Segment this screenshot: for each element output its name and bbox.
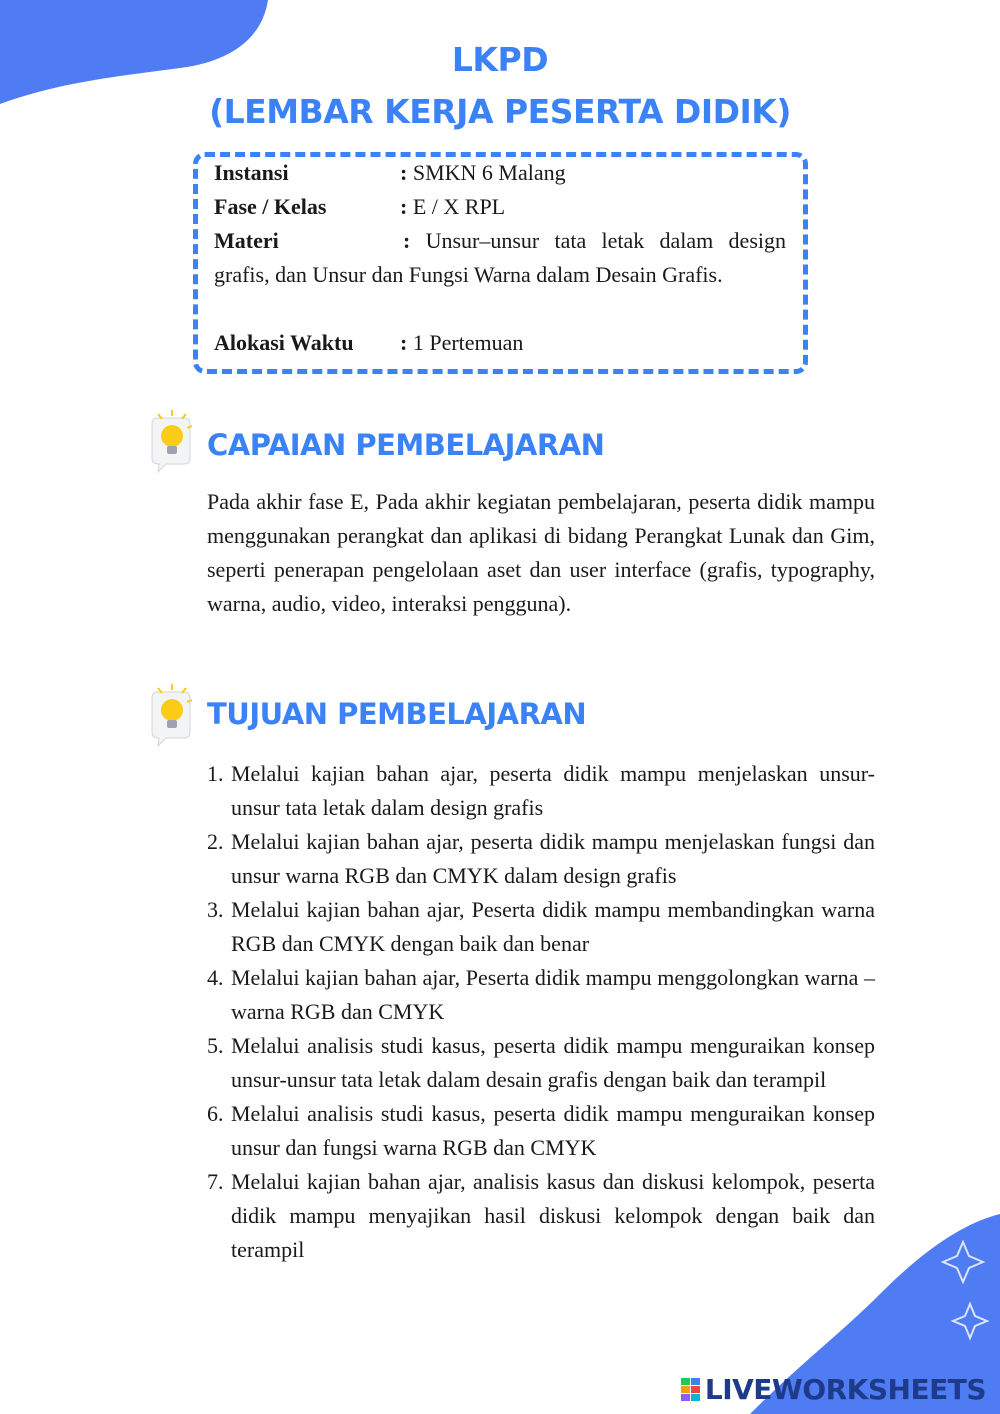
info-row-fase: Fase / Kelas : E / X RPL bbox=[214, 190, 786, 224]
list-item: 4. Melalui kajian bahan ajar, Peserta didik mampu menggolongkan warna – warna RGB dan CMYK bbox=[207, 965, 875, 1024]
materi-value: Unsur–unsur tata letak dalam design grafis, dan Unsur dan Fungsi Warna dalam Desain Grafis. bbox=[214, 228, 786, 287]
info-row-waktu: Alokasi Waktu : 1 Pertemuan bbox=[214, 326, 786, 360]
brand-text: LIVEWORKSHEETS bbox=[704, 1373, 986, 1406]
instansi-label: Instansi bbox=[214, 160, 289, 185]
list-item: 5. Melalui analisis studi kasus, peserta didik mampu menguraikan konsep unsur-unsur tata letak dalam desain grafis dengan baik dan terampil bbox=[207, 1033, 875, 1092]
lightbulb-icon bbox=[146, 406, 198, 476]
tujuan-heading: TUJUAN PEMBELAJARAN bbox=[207, 697, 587, 731]
brand-logo[interactable] bbox=[681, 1373, 986, 1406]
liveworksheets-logo-icon bbox=[681, 1378, 701, 1402]
list-item: 2. Melalui kajian bahan ajar, peserta didik mampu menjelaskan fungsi dan unsur warna RGB dan CMYK dalam design grafis bbox=[207, 829, 875, 888]
list-item: 3. Melalui kajian bahan ajar, Peserta didik mampu membandingkan warna RGB dan CMYK dengan baik dan benar bbox=[207, 897, 875, 956]
waktu-label: Alokasi Waktu bbox=[214, 330, 354, 355]
capaian-text: Pada akhir fase E, Pada akhir kegiatan pembelajaran, peserta didik mampu menggunakan perangkat dan aplikasi di bidang Perangkat Lunak dan Gim, seperti penerapan pengelolaan aset dan user interface (grafis, typography, warna, audio, video, interaksi pengguna). bbox=[207, 489, 875, 616]
list-item: 1. Melalui kajian bahan ajar, peserta didik mampu menjelaskan unsur-unsur tata letak dalam design grafis bbox=[207, 761, 875, 820]
tujuan-list bbox=[207, 757, 875, 1267]
waktu-value: 1 Pertemuan bbox=[412, 330, 524, 355]
page-title: LKPD bbox=[451, 40, 549, 79]
list-item: 6. Melalui analisis studi kasus, peserta didik mampu menguraikan konsep unsur dan fungsi warna RGB dan CMYK bbox=[207, 1101, 875, 1160]
capaian-heading: CAPAIAN PEMBELAJARAN bbox=[207, 428, 605, 462]
materi-label: Materi bbox=[214, 228, 279, 253]
fase-value: E / X RPL bbox=[412, 194, 506, 219]
page-subtitle: (LEMBAR KERJA PESERTA DIDIK) bbox=[209, 92, 791, 131]
list-item: 7. Melalui kajian bahan ajar, analisis kasus dan diskusi kelompok, peserta didik mampu menyajikan hasil diskusi kelompok dengan baik dan terampil bbox=[207, 1169, 875, 1262]
info-row-instansi: Instansi : SMKN 6 Malang bbox=[214, 156, 786, 190]
fase-label: Fase / Kelas bbox=[214, 194, 327, 219]
info-row-materi: Materi : Unsur–unsur tata letak dalam design grafis, dan Unsur dan Fungsi Warna dalam Desain Grafis. bbox=[214, 224, 786, 292]
instansi-value: SMKN 6 Malang bbox=[412, 160, 566, 185]
lightbulb-icon bbox=[146, 680, 198, 750]
